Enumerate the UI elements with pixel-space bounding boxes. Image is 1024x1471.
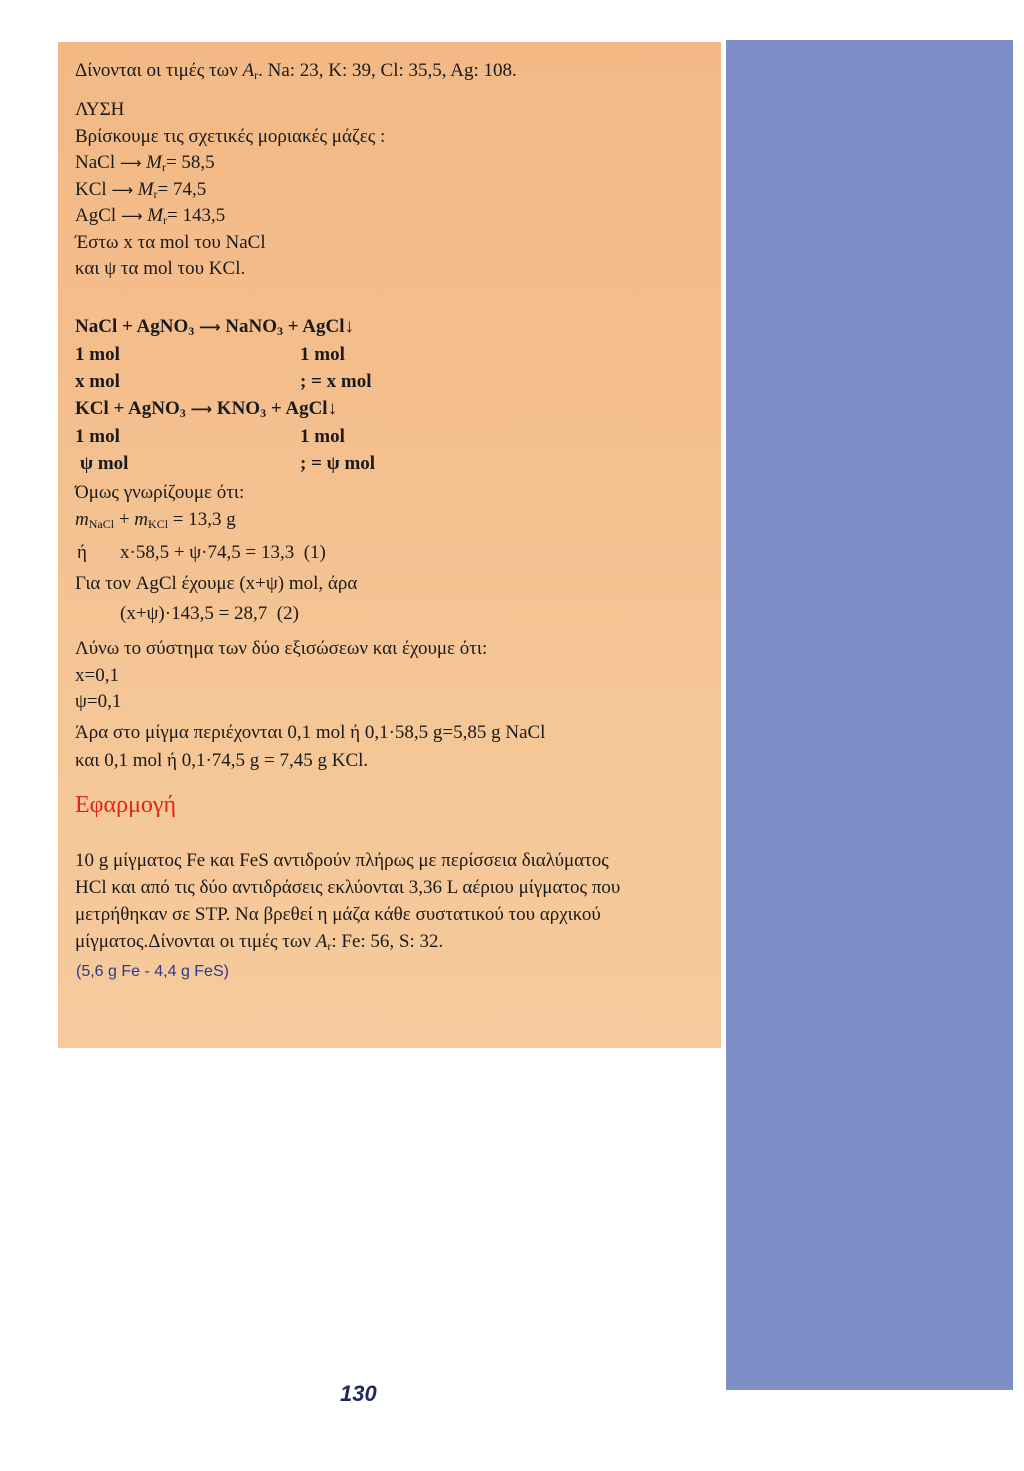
reaction-2-mol-a: 1 mol [75,426,120,447]
given-values-line: Δίνονται οι τιμές των $A_r$. Na: 23, K: 39, Cl: 35,5, Ag: 108. [75,60,517,82]
application-answer: (5,6 g Fe - 4,4 g FeS) [76,963,229,980]
agcl-mr-line: AgCl ⟶ $M_r= 143,5$ [75,205,226,227]
x-value: x=0,1 [75,665,119,686]
nacl-mr-line: NaCl ⟶ $M_r= 58,5$ [75,152,215,174]
page-number: 130 [340,1381,377,1406]
agcl-line: Για τον AgCl έχουμε (x+ψ) mol, άρα [75,573,358,594]
reaction-1-mol-a: 1 mol [75,344,120,365]
reaction-2-y-a: ψ mol [80,453,129,474]
let-y-line: και ψ τα mol του KCl. [75,258,246,279]
reaction-2-y-b: ; = ψ mol [300,453,376,474]
solve-line: Λύνω το σύστημα των δύο εξισώσεων και έχουμε ότι: [75,638,488,659]
equation-1: x·58,5 + ψ·74,5 = 13,3 (1) [120,542,326,563]
application-line-3: μετρήθηκαν σε STP. Να βρεθεί η μάζα κάθε συστατικού του αρχικού [75,904,601,925]
application-line-2: HCl και από τις δύο αντιδράσεις εκλύονται 3,36 L αέριου μίγματος που [75,877,621,898]
application-heading: Εφαρμογή [75,792,177,818]
we-know-line: Όμως γνωρίζουμε ότι: [75,482,245,503]
reaction-1-x-b: ; = x mol [300,371,372,392]
y-value: ψ=0,1 [75,691,122,712]
application-line-1: 10 g μίγματος Fe και FeS αντιδρούν πλήρως με περίσσεια διαλύματος [75,850,609,871]
kcl-mr-line: KCl ⟶ $M_r= 74,5$ [75,179,207,201]
equation-2: (x+ψ)·143,5 = 28,7 (2) [120,603,299,624]
side-color-bar [726,40,1013,1390]
reaction-1-x-a: x mol [75,371,120,392]
application-line-4: μίγματος.Δίνονται οι τιμές των $A_r$: Fe: 56, S: 32. [75,931,444,953]
mass-equation: $m_{NaCl} + m_{KCl} = 13,3$ g [75,509,236,531]
find-molar-line: Βρίσκουμε τις σχετικές μοριακές μάζες : [75,126,386,147]
reaction-1: NaCl + AgNO$_3$ ⟶ NaNO$_3$ + AgCl↓ [75,316,354,338]
reaction-2-mol-b: 1 mol [300,426,345,447]
eq1-or: ή [77,542,87,563]
let-x-line: Έστω x τα mol του NaCl [75,232,266,253]
solution-heading: ΛΥΣΗ [75,99,125,120]
result-line-2: και 0,1 mol ή 0,1·74,5 g = 7,45 g KCl. [75,750,369,771]
reaction-2: KCl + AgNO$_3$ ⟶ $KNO_3$ + AgCl↓ [75,398,338,420]
reaction-1-mol-b: 1 mol [300,344,345,365]
result-line-1: Άρα στο μίγμα περιέχονται 0,1 mol ή 0,1·58,5 g=5,85 g NaCl [75,722,546,743]
